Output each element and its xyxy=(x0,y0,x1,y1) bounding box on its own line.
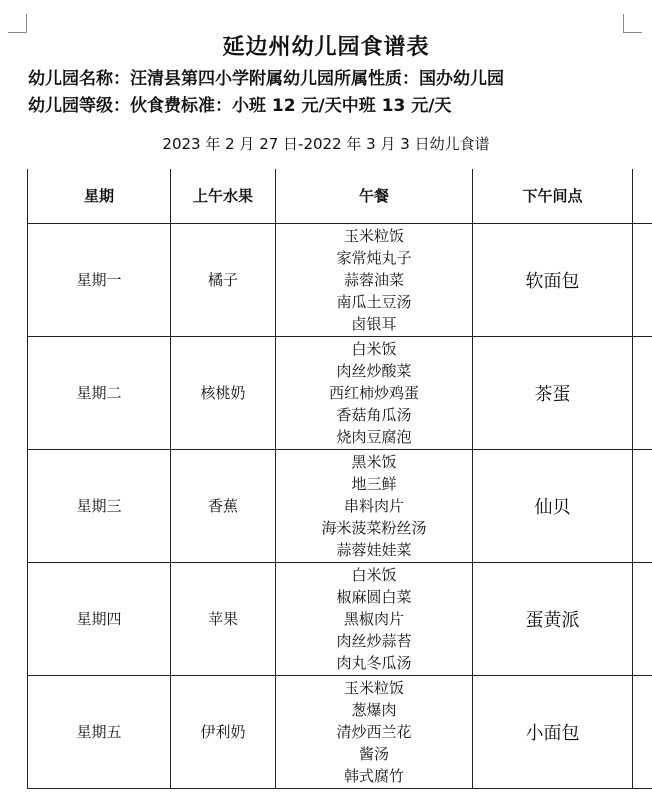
table-row xyxy=(28,223,652,336)
table-row xyxy=(28,675,652,788)
day-cell: 星期四 xyxy=(28,562,171,675)
day-cell: 星期三 xyxy=(28,449,171,562)
header-extra xyxy=(633,169,652,223)
lunch-item: 海米菠菜粉丝汤 xyxy=(321,518,427,537)
fruit-cell: 核桃奶 xyxy=(171,336,276,449)
lunch-cell xyxy=(276,449,473,562)
lunch-item: 黑椒肉片 xyxy=(343,609,404,628)
day-cell: 星期五 xyxy=(28,675,171,788)
menu-table xyxy=(27,169,652,789)
lunch-item: 清炒西兰花 xyxy=(336,722,412,741)
snack-cell: 小面包 xyxy=(473,675,633,788)
table-row xyxy=(28,449,652,562)
extra-cell xyxy=(633,562,652,675)
day-cell: 星期二 xyxy=(28,336,171,449)
snack-cell: 茶蛋 xyxy=(473,336,633,449)
header-day: 星期 xyxy=(28,169,171,223)
lunch-item: 肉丸冬瓜汤 xyxy=(336,653,412,672)
extra-cell xyxy=(633,336,652,449)
lunch-item: 肉丝炒蒜苔 xyxy=(336,631,412,650)
lunch-item: 香菇角瓜汤 xyxy=(336,405,412,424)
extra-cell xyxy=(633,449,652,562)
fruit-cell: 苹果 xyxy=(171,562,276,675)
lunch-item: 黑米饭 xyxy=(351,452,397,471)
table-row xyxy=(28,336,652,449)
table-header-row xyxy=(28,169,652,223)
lunch-item: 玉米粒饭 xyxy=(343,226,404,245)
lunch-item: 串料肉片 xyxy=(343,496,404,515)
fruit-cell: 橘子 xyxy=(171,223,276,336)
extra-cell xyxy=(633,675,652,788)
day-cell: 星期一 xyxy=(28,223,171,336)
lunch-item: 白米饭 xyxy=(351,565,397,584)
fruit-cell: 香蕉 xyxy=(171,449,276,562)
fruit-cell: 伊利奶 xyxy=(171,675,276,788)
lunch-cell xyxy=(276,562,473,675)
kindergarten-name-line: 幼儿园名称：汪清县第四小学附属幼儿园所属性质：国办幼儿园 xyxy=(28,69,504,89)
lunch-item: 酱汤 xyxy=(358,744,389,763)
lunch-item: 白米饭 xyxy=(351,339,397,358)
extra-cell xyxy=(633,223,652,336)
lunch-item: 韩式腐竹 xyxy=(343,766,404,785)
lunch-item: 烧肉豆腐泡 xyxy=(336,427,412,446)
header-lunch: 午餐 xyxy=(276,169,473,223)
lunch-item: 椒麻圆白菜 xyxy=(336,587,412,606)
lunch-item: 西红柿炒鸡蛋 xyxy=(328,383,419,402)
lunch-item: 家常炖丸子 xyxy=(336,248,412,267)
lunch-item: 卤银耳 xyxy=(351,314,397,333)
lunch-cell xyxy=(276,675,473,788)
lunch-item: 肉丝炒酸菜 xyxy=(336,361,412,380)
lunch-item: 地三鲜 xyxy=(351,474,397,493)
snack-cell: 软面包 xyxy=(473,223,633,336)
lunch-item: 蒜蓉油菜 xyxy=(343,270,404,289)
lunch-cell xyxy=(276,223,473,336)
document-title: 延边州幼儿园食谱表 xyxy=(222,35,430,60)
date-range-subtitle: 2023 年 2 月 27 日-2022 年 3 月 3 日幼儿食谱 xyxy=(162,135,490,153)
snack-cell: 蛋黄派 xyxy=(473,562,633,675)
lunch-cell xyxy=(276,336,473,449)
header-snack: 下午间点 xyxy=(473,169,633,223)
lunch-item: 南瓜土豆汤 xyxy=(336,292,412,311)
kindergarten-level-line: 幼儿园等级：伙食费标准：小班 12 元/天中班 13 元/天 xyxy=(28,96,452,116)
lunch-item: 玉米粒饭 xyxy=(343,678,404,697)
lunch-item: 葱爆肉 xyxy=(351,700,397,719)
snack-cell: 仙贝 xyxy=(473,449,633,562)
table-row xyxy=(28,562,652,675)
header-fruit: 上午水果 xyxy=(171,169,276,223)
lunch-item: 蒜蓉娃娃菜 xyxy=(336,540,412,559)
